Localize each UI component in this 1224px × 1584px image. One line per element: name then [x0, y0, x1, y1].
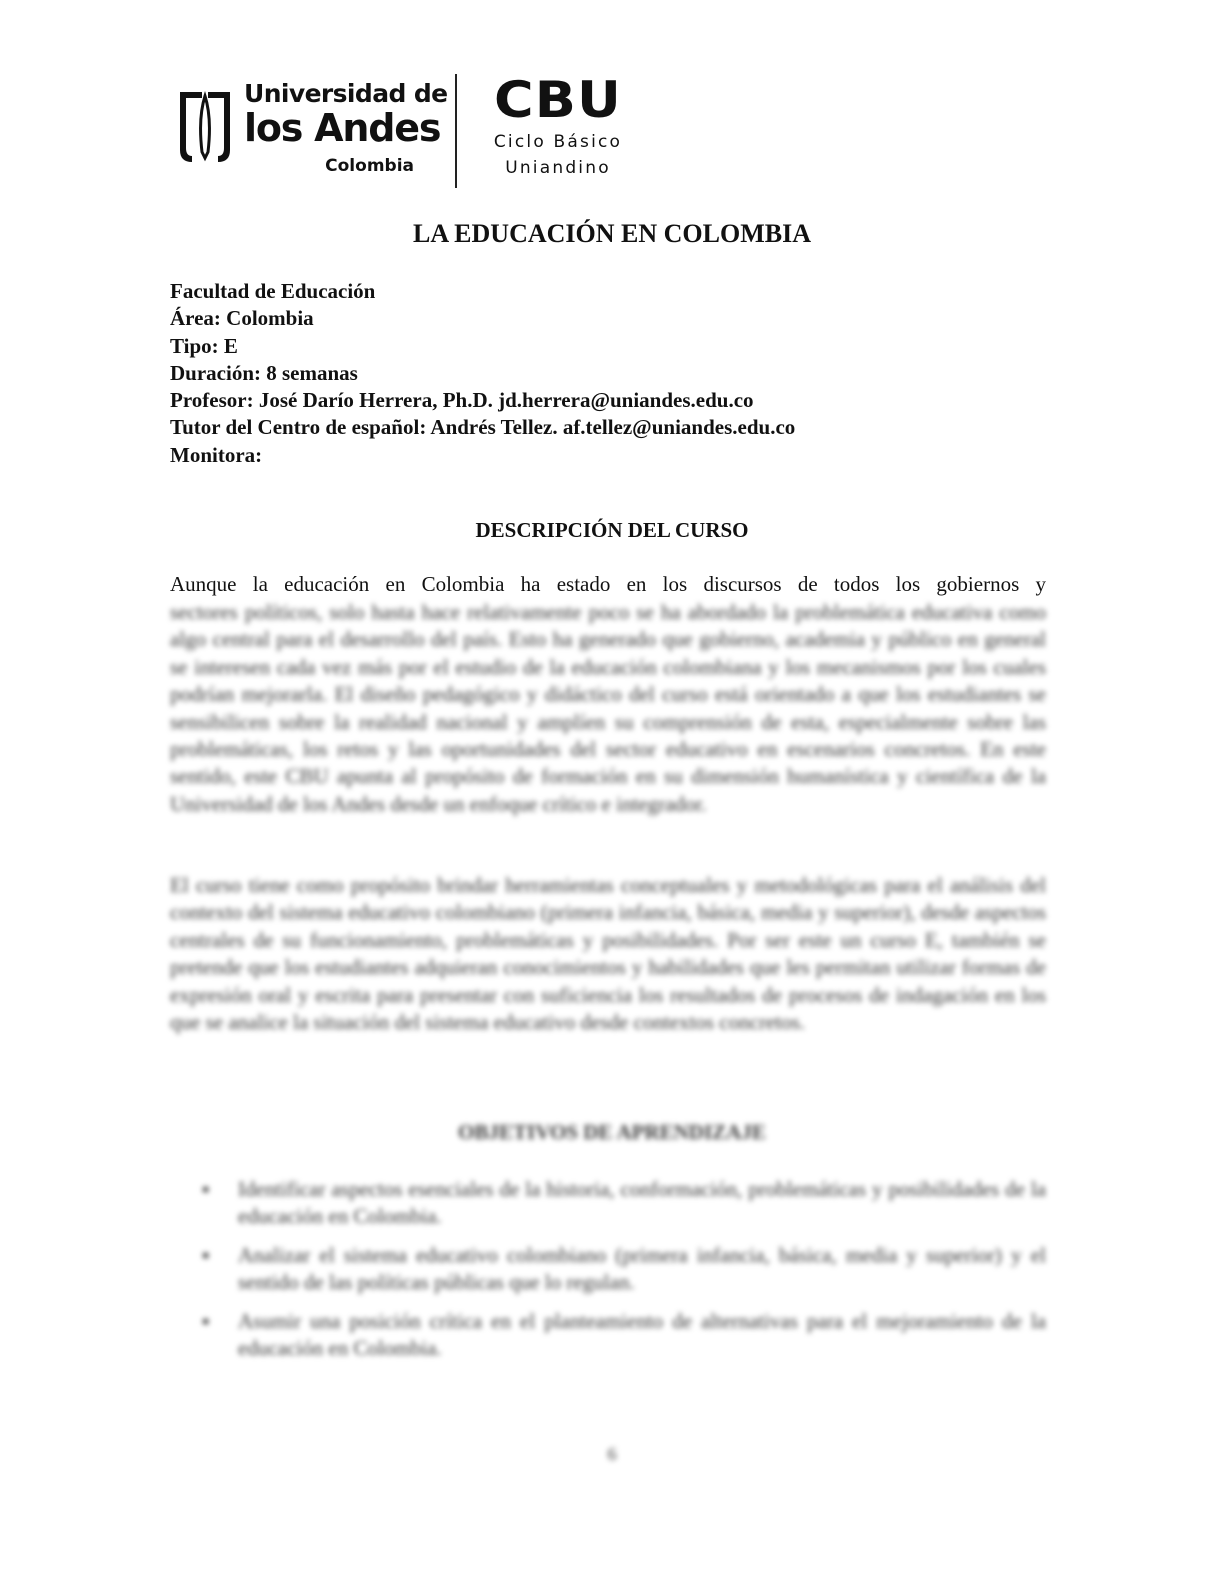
page-number: 6: [607, 1444, 617, 1464]
course-faculty: Facultad de Educación: [170, 279, 376, 303]
objectives-list: [200, 1176, 1046, 1373]
bullet-icon: ▪: [202, 1308, 210, 1333]
uniandes-wordmark-line1: Universidad de: [244, 79, 448, 108]
uniandes-emblem-icon: [172, 88, 238, 166]
course-professor: Profesor: José Darío Herrera, Ph.D. jd.herrera@uniandes.edu.co: [170, 388, 754, 413]
cbu-logo-line2: Uniandino: [505, 158, 611, 178]
description-paragraph-1: sectores políticos, solo hasta hace relativamente poco se ha abordado la problemática educativa como algo central para el desarrollo del país. Esto ha generado que gobierno, academia y público en general se interesen cada vez más por el estudio de la educación colombiana y los mecanismos por los cuales podrían mejorarla. El diseño pedagógico y didáctico del curso está orientado a que los estudiantes se sensibilicen sobre la realidad nacional y amplíen su comprensión de esta, especialmente sobre las problemáticas, los retos y las oportunidades del sector educativo en escenarios concretos. En este sentido, este CBU apunta al propósito de formación en su dimensión humanística y científica de la Universidad de los Andes desde un enfoque crítico e integrador.: [170, 600, 1046, 816]
bullet-icon: ▪: [202, 1177, 210, 1201]
objective-item: [200, 1308, 1046, 1363]
course-area: Área: Colombia: [170, 306, 314, 331]
course-type: Tipo: E: [170, 333, 238, 358]
uniandes-wordmark-country: Colombia: [325, 156, 414, 176]
description-paragraph-2: El curso tiene como propósito brindar herramientas conceptuales y metodológicas para el análisis del contexto del sistema educativo colombiano (primera infancia, básica, media y superior), desde aspectos centrales de su funcionamiento, problemáticas y posibilidades. Por ser este un curso E, también se pretende que los estudiantes adquieran conocimientos y habilidades que les permitan utilizar formas de expresión oral y escrita para presentar con suficiencia los resultados de procesos de indagación en los que se analice la situación del sistema educativo desde contextos concretos.: [170, 873, 1046, 1035]
course-tutor: Tutor del Centro de español: Andrés Tellez. af.tellez@uniandes.edu.co: [170, 415, 796, 440]
logo-divider: [455, 74, 457, 188]
bullet-icon: ▪: [202, 1242, 210, 1267]
header-logos: [170, 68, 630, 192]
document-title: LA EDUCACIÓN EN COLOMBIA: [413, 219, 811, 248]
objective-item: [200, 1176, 1046, 1231]
cbu-logo-mark: CBU: [494, 71, 622, 129]
uniandes-wordmark: [244, 79, 448, 178]
course-monitor: Monitora:: [170, 442, 263, 467]
objective-text: Asumir una posición crítica en el planteamiento de alternativas para el mejoramiento de la educación en Colombia.: [238, 1308, 1046, 1361]
course-info: [170, 278, 1070, 469]
description-heading: DESCRIPCIÓN DEL CURSO: [475, 518, 749, 542]
objective-item: [200, 1242, 1046, 1297]
universidad-de-los-andes-logo: [170, 76, 448, 186]
cbu-logo: [484, 72, 632, 190]
objective-text: Analizar el sistema educativo colombiano (primera infancia, básica, media y superior) y el sentido de las políticas públicas que lo regulan.: [238, 1242, 1046, 1295]
cbu-logo-line1: Ciclo Básico: [493, 132, 623, 152]
objective-text: Identificar aspectos esenciales de la historia, conformación, problemáticas y posibilidades de la educación en Colombia.: [238, 1177, 1046, 1229]
objectives-heading: OBJETIVOS DE APRENDIZAJE: [458, 1120, 766, 1144]
uniandes-wordmark-line2: los Andes: [244, 106, 441, 150]
course-duration: Duración: 8 semanas: [170, 360, 358, 385]
description-paragraph-1-first-line: Aunque la educación en Colombia ha estado en los discursos de todos los gobiernos y: [170, 572, 1046, 596]
